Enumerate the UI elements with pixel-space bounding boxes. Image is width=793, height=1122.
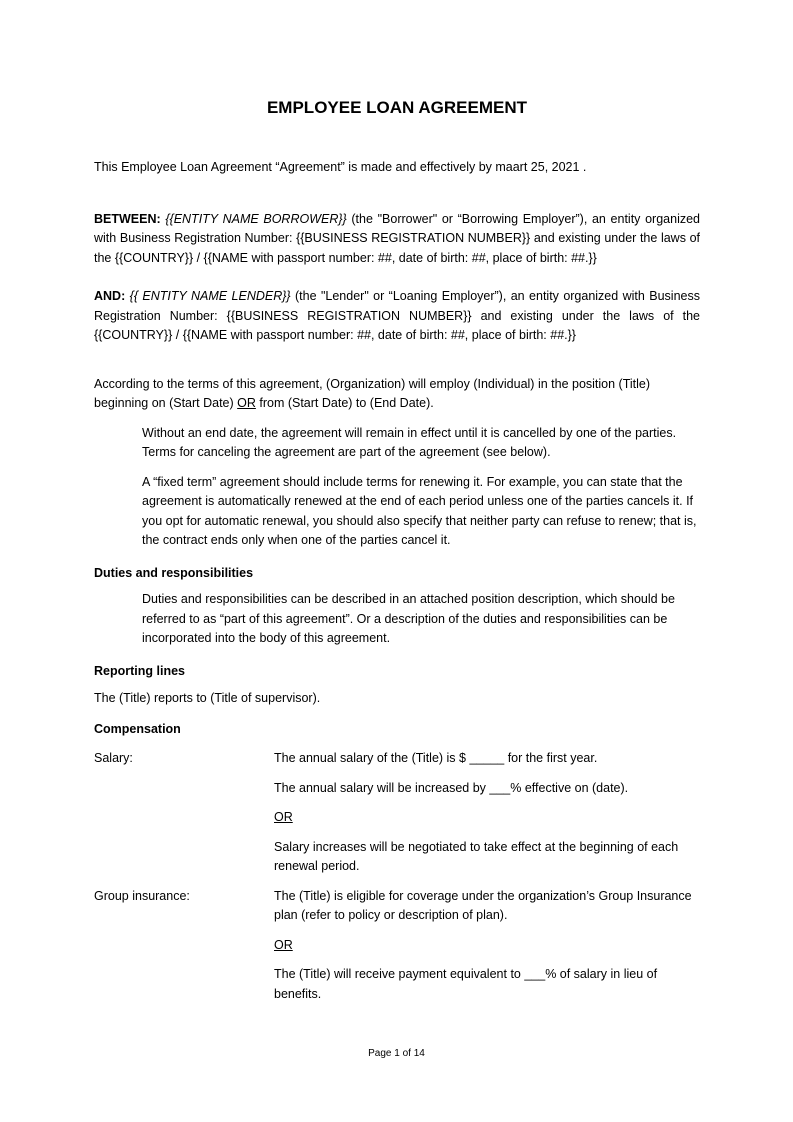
insurance-line-2: The (Title) will receive payment equivalent to ___% of salary in lieu of benefits. [274, 967, 658, 1001]
salary-details [274, 749, 700, 887]
terms-text-pre: According to the terms of this agreement, (Organization) will employ (Individual) in the position (Title) beginning on (Start Date) [94, 376, 651, 410]
salary-row [94, 749, 700, 887]
and-label: AND: [94, 289, 126, 303]
insurance-row [94, 887, 700, 1015]
salary-line-3: Salary increases will be negotiated to take effect at the beginning of each renewal period. [274, 839, 679, 873]
terms-indent-2: A “fixed term” agreement should include terms for renewing it. For example, you can state that the agreement is automatically renewed at the end of each period unless one of the parties cancels it. If you opt for automatic renewal, you should also specify that neither party can refuse to renew; that is, the contract ends only when one of the parties cancel it. [142, 474, 697, 547]
borrower-entity-name: {{ENTITY NAME BORROWER}} [165, 211, 347, 226]
lender-entity-name: {{ ENTITY NAME LENDER}} [129, 289, 291, 303]
between-label: BETWEEN: [94, 211, 161, 226]
terms-indent-1: Without an end date, the agreement will remain in effect until it is cancelled by one of the parties. Terms for canceling the agreement are part of the agreement (see below). [142, 425, 677, 459]
compensation-heading: Compensation [94, 721, 181, 736]
duties-text: Duties and responsibilities can be described in an attached position description, which should be referred to as “part of this agreement”. Or a description of the duties and responsibilities can be incorporated into the body of this agreement. [142, 592, 675, 645]
and-clause [94, 287, 700, 346]
terms-or: OR [237, 396, 256, 410]
intro-paragraph: This Employee Loan Agreement “Agreement” is made and effectively by maart 25, 2021 . [94, 160, 587, 174]
page-number: Page 1 of 14 [368, 1048, 425, 1059]
insurance-details [274, 887, 700, 1015]
salary-or: OR [274, 810, 293, 824]
terms-text-post: from (Start Date) to (End Date). [255, 396, 434, 410]
salary-line-2: The annual salary will be increased by ___% effective on (date). [274, 780, 629, 795]
salary-label: Salary: [94, 751, 133, 765]
insurance-label: Group insurance: [94, 888, 190, 903]
and-text: (the "Lender" or “Loaning Employer”), an entity organized with Business Registration Number: {{BUSINESS REGISTRATION NUMBER}} and existing under the laws of the {{COUNTRY}} / {{NAME with passport number: ##, date of birth: ##, place of birth: ##.}} [94, 289, 700, 342]
insurance-line-1: The (Title) is eligible for coverage under the organization’s Group Insurance plan (refer to policy or description of plan). [274, 888, 692, 922]
between-clause [94, 210, 700, 269]
terms-paragraph [94, 375, 700, 414]
document-body [94, 96, 700, 1014]
insurance-or: OR [274, 937, 293, 952]
reporting-text: The (Title) reports to (Title of supervisor). [94, 691, 321, 705]
document-title: EMPLOYEE LOAN AGREEMENT [266, 98, 528, 117]
salary-line-1: The annual salary of the (Title) is $ _____ for the first year. [274, 751, 598, 765]
reporting-heading: Reporting lines [94, 663, 185, 678]
between-text: (the "Borrower" or “Borrowing Employer”), an entity organized with Business Registration Number: {{BUSINESS REGISTRATION NUMBER}} and existing under the laws of the {{COUNTRY}} / {{NAME with passport number: ##, date of birth: ##, place of birth: ##.}} [94, 211, 700, 265]
duties-heading: Duties and responsibilities [94, 565, 254, 580]
